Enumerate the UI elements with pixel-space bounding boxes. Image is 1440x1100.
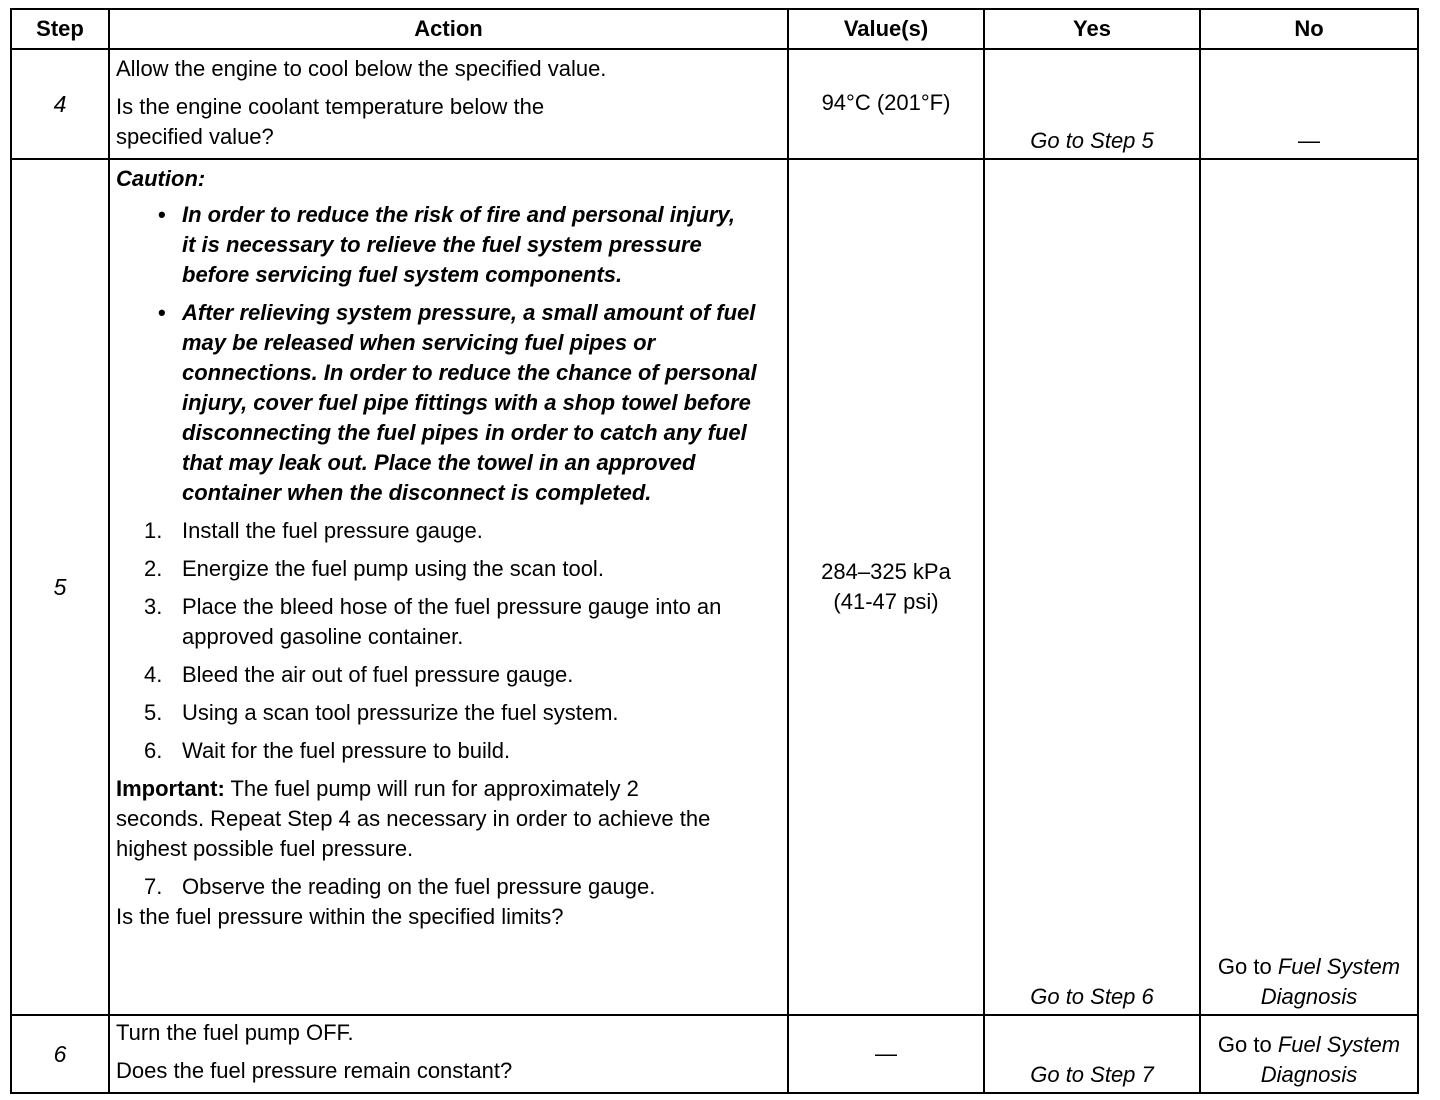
list-item — [144, 592, 783, 652]
list-item — [144, 516, 783, 546]
caution-list — [116, 200, 783, 508]
important-text: The fuel pump will run for approximately 2 seconds. Repeat Step 4 as necessary in order to achieve the highest possible fuel pressure. — [116, 776, 711, 861]
no-text: — — [1298, 128, 1320, 153]
action-text: Turn the fuel pump OFF. — [116, 1020, 354, 1045]
action-question: Is the fuel pressure within the specified limits? — [116, 904, 564, 929]
yes-text: Go to Step 6 — [1030, 984, 1154, 1009]
header-step: Step — [11, 9, 109, 49]
list-item — [144, 554, 783, 584]
step-number-text: 5 — [53, 573, 67, 600]
action-cell — [109, 1015, 788, 1093]
step-index: 1. — [144, 518, 163, 543]
caution-item: • In order to reduce the risk of fire and personal injury, it is necessary to relieve the fuel system pressure before servicing fuel system components. — [182, 200, 742, 290]
list-item — [144, 736, 783, 766]
step-index: 7. — [144, 874, 163, 899]
step-text: Wait for the fuel pressure to build. — [182, 738, 511, 763]
no-cell — [1200, 49, 1418, 159]
action-cell — [109, 159, 788, 1015]
list-item — [144, 698, 783, 728]
value-line-2: (41-47 psi) — [833, 589, 939, 614]
list-item — [144, 872, 783, 902]
no-text — [1201, 952, 1417, 1012]
step-text: Using a scan tool pressurize the fuel system. — [182, 700, 619, 725]
step-text: Bleed the air out of fuel pressure gauge. — [182, 662, 574, 687]
list-item — [144, 660, 783, 690]
no-cell — [1200, 159, 1418, 1015]
caution-label: Caution: — [116, 166, 206, 191]
step-text: Install the fuel pressure gauge. — [182, 518, 483, 543]
step-index: 3. — [144, 594, 163, 619]
step-index: 4. — [144, 662, 163, 687]
yes-text: Go to Step 5 — [1030, 128, 1154, 153]
step-text: Energize the fuel pump using the scan tool. — [182, 556, 604, 581]
no-cell — [1200, 1015, 1418, 1093]
value-text: 94°C (201°F) — [821, 90, 951, 115]
step-index: 2. — [144, 556, 163, 581]
action-text: Allow the engine to cool below the specified value. — [116, 56, 607, 81]
diagnostic-table — [10, 8, 1419, 1094]
no-prefix: Go to — [1217, 1032, 1278, 1057]
step-number — [11, 49, 109, 159]
value-line-1: 284–325 kPa — [821, 559, 951, 584]
header-yes: Yes — [984, 9, 1200, 49]
step-number-text: 6 — [53, 1040, 67, 1067]
header-no: No — [1200, 9, 1418, 49]
step-index: 6. — [144, 738, 163, 763]
action-cell — [109, 49, 788, 159]
fuel-system-diagnosis-link[interactable]: Fuel System Diagnosis — [1260, 954, 1401, 1009]
header-row — [11, 9, 1418, 49]
header-values: Value(s) — [788, 9, 984, 49]
yes-cell — [984, 49, 1200, 159]
table-row — [11, 49, 1418, 159]
important-label: Important: — [116, 776, 225, 801]
important-note — [116, 774, 716, 864]
yes-cell — [984, 1015, 1200, 1093]
yes-text: Go to Step 7 — [1030, 1062, 1154, 1087]
step-text: Place the bleed hose of the fuel pressure gauge into an approved gasoline container. — [182, 594, 722, 649]
value-cell — [788, 49, 984, 159]
step-number-text: 4 — [53, 90, 67, 117]
action-question: Does the fuel pressure remain constant? — [116, 1058, 513, 1083]
header-action: Action — [109, 9, 788, 49]
fuel-system-diagnosis-link[interactable]: Fuel System Diagnosis — [1260, 1032, 1401, 1087]
no-text — [1201, 1030, 1417, 1090]
step-number — [11, 1015, 109, 1093]
no-prefix: Go to — [1217, 954, 1278, 979]
value-cell — [788, 1015, 984, 1093]
action-question: Is the engine coolant temperature below the specified value? — [116, 94, 545, 149]
table-row — [11, 159, 1418, 1015]
value-cell — [788, 159, 984, 1015]
step-number — [11, 159, 109, 1015]
caution-item: • After relieving system pressure, a small amount of fuel may be released when servicing fuel pipes or connections. In order to reduce the chance of personal injury, cover fuel pipe fittings with a shop towel before disconnecting the fuel pipes in order to catch any fuel that may leak out. Place the towel in an approved container when the disconnect is completed. — [182, 298, 783, 508]
step-text: Observe the reading on the fuel pressure gauge. — [182, 874, 656, 899]
value-text: — — [875, 1041, 897, 1066]
step-index: 5. — [144, 700, 163, 725]
yes-cell — [984, 159, 1200, 1015]
procedure-steps-final — [116, 872, 783, 902]
procedure-steps — [116, 516, 783, 766]
table-row — [11, 1015, 1418, 1093]
